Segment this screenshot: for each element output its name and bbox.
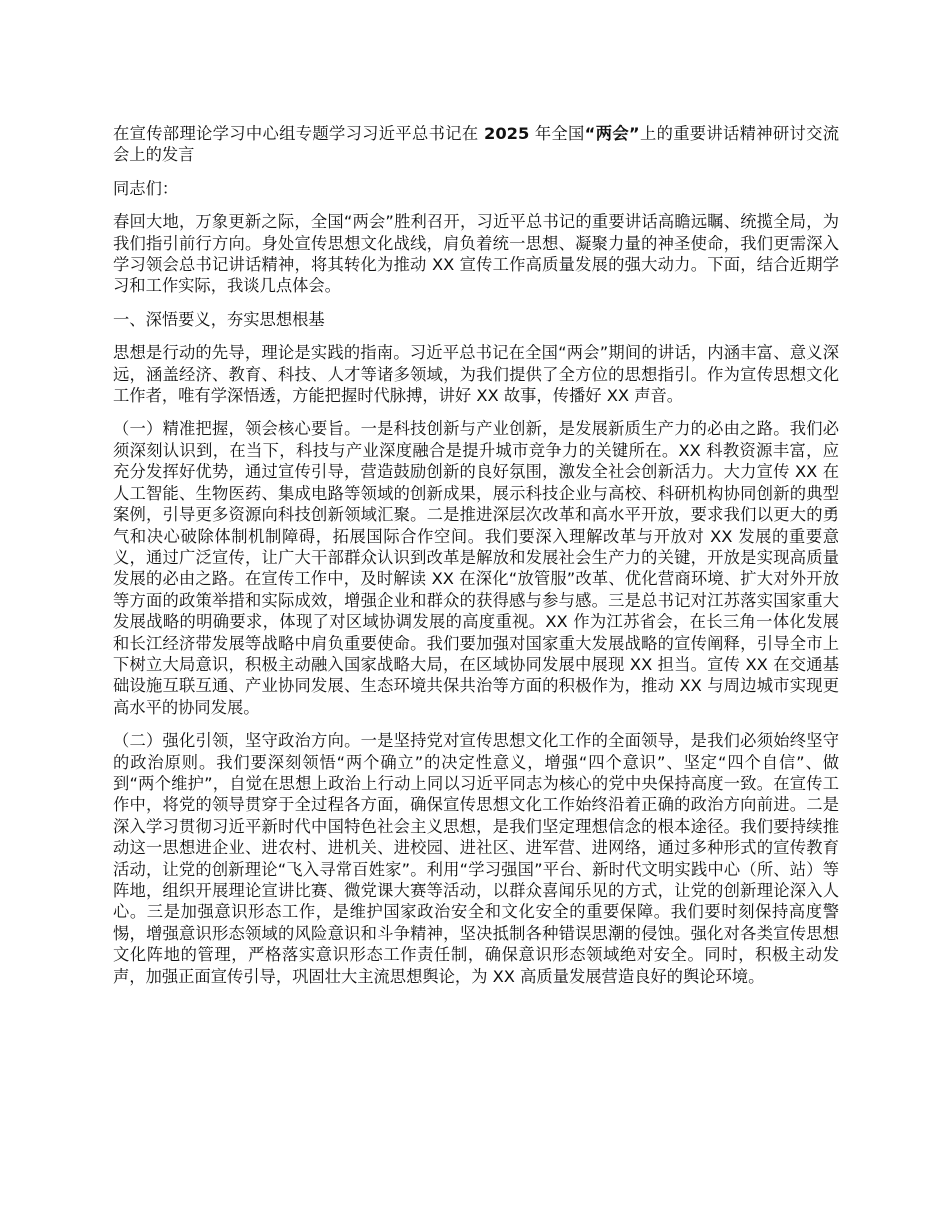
intro-paragraph: 春回大地，万象更新之际，全国“两会”胜利召开，习近平总书记的重要讲话高瞻远瞩、统揽全局，为我们指引前行方向。身处宣传思想文化战线，肩负着统一思想、凝聚力量的神圣使命，我们更需深入学习领会总书记讲话精神，将其转化为推动 XX 宣传工作高质量发展的强大动力。下面，结合近期学习和工作实际，我谈几点体会。: [113, 212, 839, 296]
document-title: [113, 123, 839, 166]
section-heading: 一、深悟要义，夯实思想根基: [113, 309, 325, 329]
title-suffix: 上的重要讲话精神研讨交流会上的发言: [113, 124, 839, 165]
title-quote: “两会”: [584, 124, 640, 143]
title-prefix: 在宣传部理论学习中心组专题学习习近平总书记在: [113, 124, 484, 143]
title-year: 2025: [483, 124, 530, 143]
section-intro-paragraph: 思想是行动的先导，理论是实践的指南。习近平总书记在全国“两会”期间的讲话，内涵丰富、意义深远，涵盖经济、教育、科技、人才等诸多领域，为我们提供了全方位的思想指引。作为宣传思想文化工作者，唯有学深悟透，方能把握时代脉搏，讲好 XX 故事，传播好 XX 声音。: [113, 343, 839, 406]
document-page: [113, 123, 839, 999]
greeting: 同志们：: [113, 178, 179, 198]
title-mid: 年全国: [529, 124, 585, 143]
subsection-two-paragraph: （二）强化引领，坚守政治方向。一是坚持党对宣传思想文化工作的全面领导，是我们必须始终坚守的政治原则。我们要深刻领悟“两个确立”的决定性意义，增强“四个意识”、坚定“四个自信”、做到“两个维护”，自觉在思想上政治上行动上同以习近平同志为核心的党中央保持高度一致。在宣传工作中，将党的领导贯穿于全过程各方面，确保宣传思想文化工作始终沿着正确的政治方向前进。二是深入学习贯彻习近平新时代中国特色社会主义思想，是我们坚定理想信念的根本途径。我们要持续推动这一思想进企业、进农村、进机关、进校园、进社区、进军营、进网络，通过多种形式的宣传教育活动，让党的创新理论“飞入寻常百姓家”。利用“学习强国”平台、新时代文明实践中心（所、站）等阵地，组织开展理论宣讲比赛、微党课大赛等活动，以群众喜闻乐见的方式，让党的创新理论深入人心。三是加强意识形态工作，是维护国家政治安全和文化安全的重要保障。我们要时刻保持高度警惕，增强意识形态领域的风险意识和斗争精神，坚决抵制各种错误思潮的侵蚀。强化对各类宣传思想文化阵地的管理，严格落实意识形态工作责任制，确保意识形态领域绝对安全。同时，积极主动发声，加强正面宣传引导，巩固壮大主流思想舆论，为 XX 高质量发展营造良好的舆论环境。: [113, 731, 839, 986]
subsection-one-paragraph: （一）精准把握，领会核心要旨。一是科技创新与产业创新，是发展新质生产力的必由之路。我们必须深刻认识到，在当下，科技与产业深度融合是提升城市竞争力的关键所在。XX 科教资源丰富，应充分发挥好优势，通过宣传引导，营造鼓励创新的良好氛围，激发全社会创新活力。大力宣传 XX 在人工智能、生物医药、集成电路等领域的创新成果，展示科技企业与高校、科研机构协同创新的典型案例，引导更多资源向科技创新领域汇聚。二是推进深层次改革和高水平开放，要求我们以更大的勇气和决心破除体制机制障碍，拓展国际合作空间。我们要深入理解改革与开放对 XX 发展的重要意义，通过广泛宣传，让广大干部群众认识到改革是解放和发展社会生产力的关键，开放是实现高质量发展的必由之路。在宣传工作中，及时解读 XX 在深化“放管服”改革、优化营商环境、扩大对外开放等方面的政策举措和实际成效，增强企业和群众的获得感与参与感。三是总书记对江苏落实国家重大发展战略的明确要求，体现了对区域协调发展的高度重视。XX 作为江苏省会，在长三角一体化发展和长江经济带发展等战略中肩负重要使命。我们要加强对国家重大发展战略的宣传阐释，引导全市上下树立大局意识，积极主动融入国家战略大局，在区域协同发展中展现 XX 担当。宣传 XX 在交通基础设施互联互通、产业协同发展、生态环境共保共治等方面的积极作为，推动 XX 与周边城市实现更高水平的协同发展。: [113, 419, 839, 717]
